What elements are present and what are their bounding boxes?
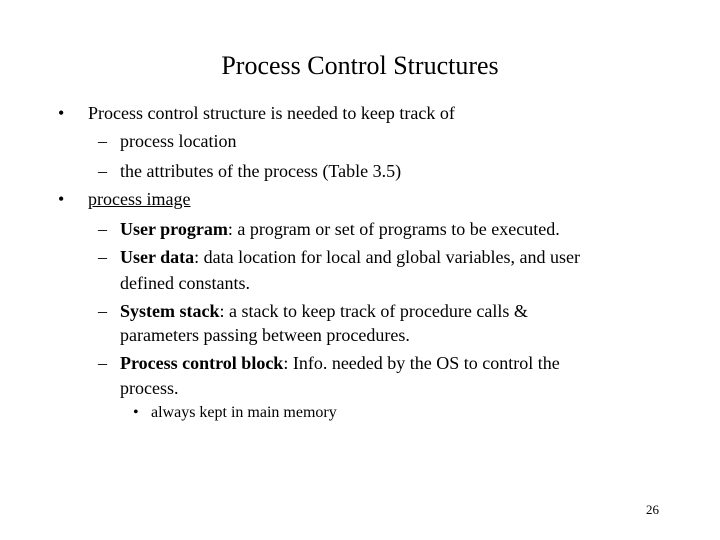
sub-item-term: Process control block <box>120 353 284 373</box>
sub-item-rest: : Info. needed by the OS to control the <box>283 353 560 373</box>
dash-marker: – <box>98 161 107 181</box>
dash-marker: – <box>98 301 107 321</box>
sub-item-continuation: parameters passing between procedures. <box>120 325 410 345</box>
sub-item <box>120 244 580 270</box>
sub-item-term: User data <box>120 247 195 267</box>
sub-sub-item-text: always kept in main memory <box>151 404 337 421</box>
sub-item-term: System stack <box>120 301 220 321</box>
sub-item-continuation: defined constants. <box>120 273 250 293</box>
sub-sub-bullet-marker: • <box>133 404 139 421</box>
bullet-text-underlined: process image <box>88 189 191 209</box>
sub-item <box>120 350 560 376</box>
bullet-marker: • <box>58 103 65 123</box>
sub-item <box>120 216 560 242</box>
page-number: 26 <box>646 502 659 517</box>
dash-marker: – <box>98 247 107 267</box>
dash-marker: – <box>98 353 107 373</box>
sub-item-continuation: process. <box>120 378 179 398</box>
sub-item-text: process location <box>120 131 237 151</box>
sub-item-rest: : data location for local and global variables, and user <box>194 247 581 267</box>
bullet-marker: • <box>58 189 65 209</box>
sub-item-text: the attributes of the process (Table 3.5) <box>120 161 402 181</box>
sub-item-term: User program <box>120 219 228 239</box>
sub-item-rest: : a stack to keep track of procedure calls & <box>219 301 528 321</box>
bullet-text: Process control structure is needed to keep track of <box>88 103 455 123</box>
dash-marker: – <box>98 219 107 239</box>
dash-marker: – <box>98 131 107 151</box>
sub-item <box>120 298 528 324</box>
sub-item-rest: : a program or set of programs to be executed. <box>227 219 560 239</box>
slide-title: Process Control Structures <box>221 51 499 80</box>
